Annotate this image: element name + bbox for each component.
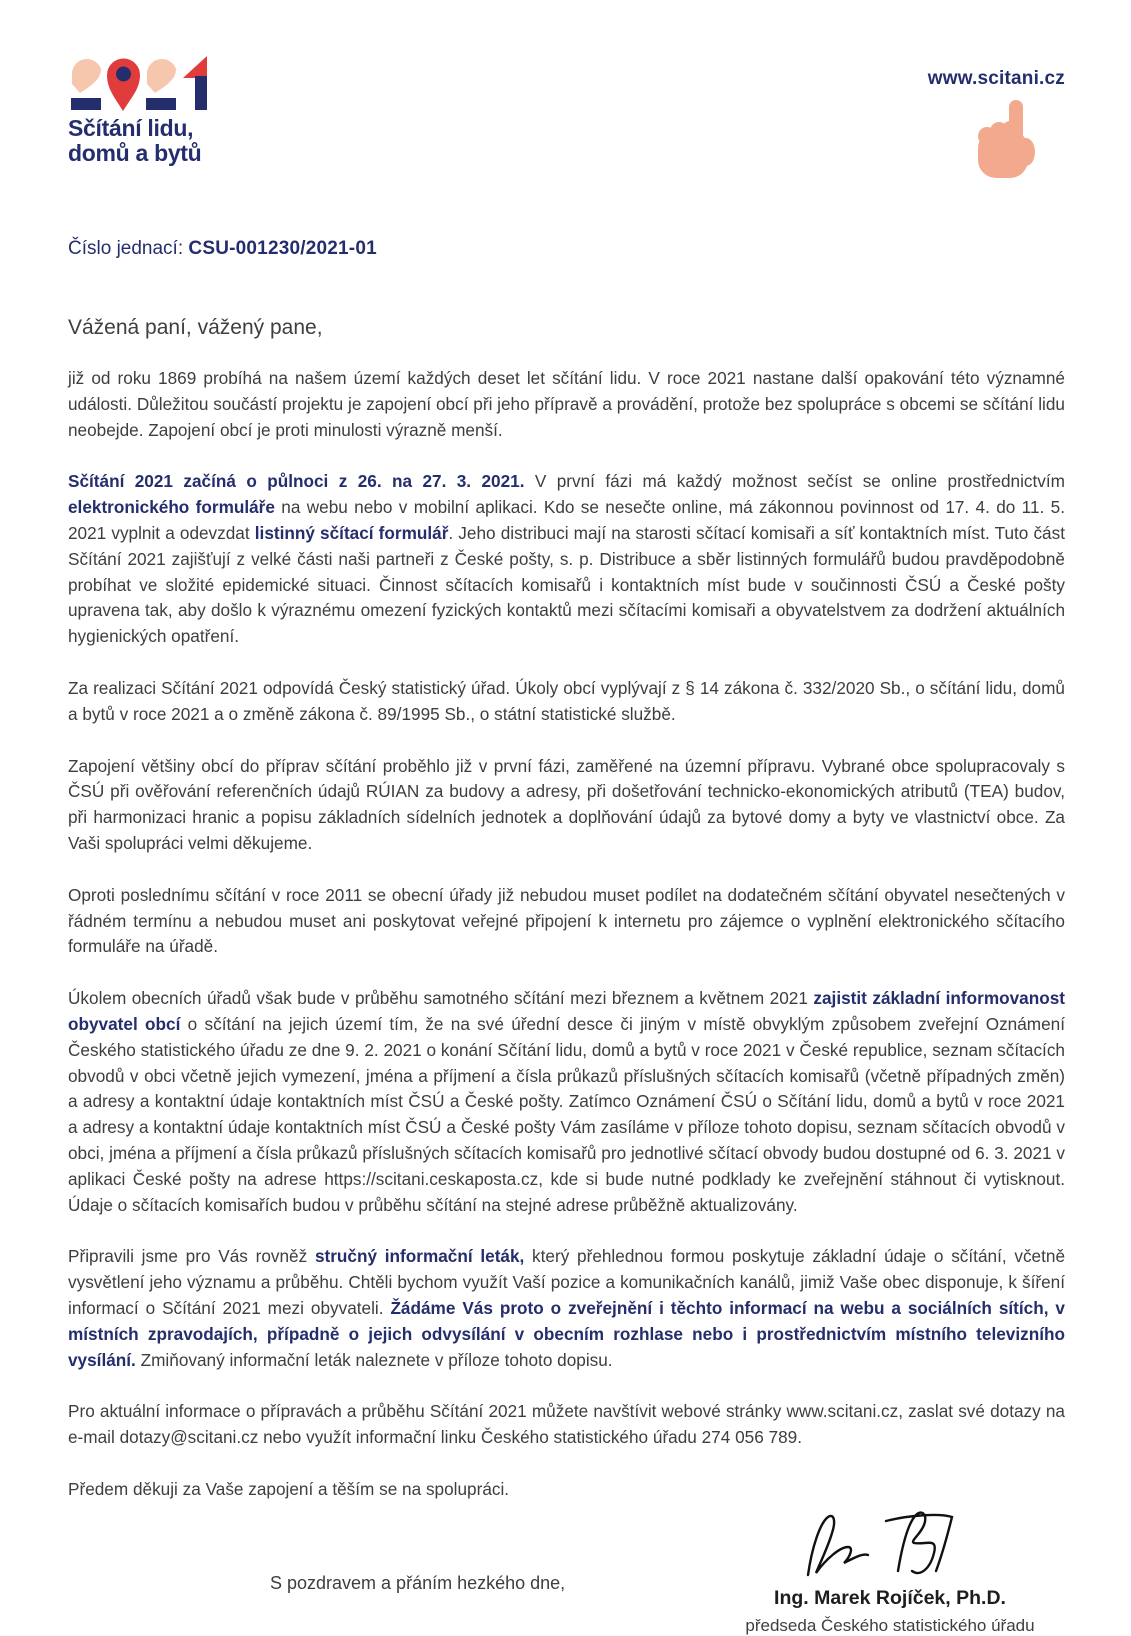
reference-value: CSU-001230/2021-01 — [188, 238, 377, 259]
letter-header — [68, 56, 1065, 184]
paragraph: již od roku 1869 probíhá na našem území každých deset let sčítání lidu. V roce 2021 nastane další opakování této významné události. Důležitou součástí projektu je zapojení obcí při jeho přípravě a provádění, protože bez spolupráce s obcemi se sčítání lidu neobejde. Zapojení obcí je proti minulosti výrazně menší. — [68, 368, 1065, 440]
paragraph: Za realizaci Sčítání 2021 odpovídá Český statistický úřad. Úkoly obcí vyplývají z § 14 zákona č. 332/2020 Sb., o sčítání lidu, domů a bytů v roce 2021 a o změně zákona č. 89/1995 Sb., o státní statistické službě. — [68, 677, 1065, 724]
signature-block — [725, 1507, 1065, 1636]
signer-name: Ing. Marek Rojíček, Ph.D. — [774, 1586, 1006, 1609]
handwritten-signature-icon — [790, 1507, 990, 1585]
paragraph: Zapojení většiny obcí do příprav sčítání proběhlo již v první fázi, zaměřené na územní přípravu. Vybrané obce spolupracovaly s ČSÚ při ověřování referenčních údajů RÚIAN za budovy a adresy, při došetřování technicko-ekonomických atributů (TEA) budov, při harmonizaci hranic a popisu základních sídelních jednotek a doplňování údajů za bytové domy a byty ve vlastnictví obce. Za Vaši spolupráci velmi děkujeme. — [68, 755, 1065, 853]
paragraph: Sčítání 2021 začíná o půlnoci z 26. na 27. 3. 2021. V první fázi má každý možnost sečíst se online prostřednictvím elektronického formuláře na webu nebo v mobilní aplikaci. Kdo se nesečte online, má zákonnou povinnost od 17. 4. do 11. 5. 2021 vyplnit a odevzdat listinný sčítací formulář. Jeho distribuci mají na starosti sčítací komisaři a síť kontaktních míst. Tuto část Sčítání 2021 zajišťují z velké části naši partneři z České pošty, s. p. Distribuce a sběr listinných formulářů budou pravděpodobně probíhat ve složité epidemické situaci. Činnost sčítacích komisařů i kontaktních míst bude v součinnosti ČSÚ a České pošty upravena tak, aby došlo k výraznému omezení fyzických kontaktů mezi sčítacími komisaři a obyvatelstvem za dodržení aktuálních hygienických opatření. — [68, 471, 1065, 647]
logo-year-2021-icon — [70, 56, 210, 112]
census-2021-logo — [68, 56, 298, 166]
logo-title-line2: domů a bytů — [68, 140, 202, 166]
reference-label: Číslo jednací: — [68, 238, 189, 259]
signer-title: předseda Českého statistického úřadu — [745, 1615, 1035, 1635]
closing-block — [68, 1507, 1065, 1636]
logo-title-line1: Sčítání lidu, — [68, 115, 194, 141]
paragraph: Úkolem obecních úřadů však bude v průběhu samotného sčítání mezi březnem a květnem 2021 zajistit základní informovanost obyvatel obcí o sčítání na jejich území tím, že na své úřední desce či jiným v místě obvyklým způsobem zveřejní Oznámení Českého statistického úřadu ze dne 9. 2. 2021 o konání Sčítání lidu, domů a bytů v roce 2021 v České republice, seznam sčítacích obvodů v obci včetně jejich vymezení, jména a příjmení a čísla průkazů příslušných sčítacích komisařů (včetně případných změn) a adresy a kontaktní údaje kontaktních míst ČSÚ a České pošty. Zatímco Oznámení ČSÚ o Sčítání lidu, domů a bytů v roce 2021 a adresy a kontaktní údaje kontaktních míst ČSÚ a České pošty Vám zasíláme v příloze tohoto dopisu, seznam sčítacích obvodů v obci, jména a příjmení a čísla průkazů příslušných sčítacích komisařů pro jednotlivé sčítací obvody budou dostupné od 6. 3. 2021 v aplikaci České pošty na adrese https://scitani.ceskaposta.cz, kde si bude nutné podklady ke zveřejnění stáhnout či vytisknout. Údaje o sčítacích komisařích budou v průběhu sčítání na stejné adrese průběžně aktualizovány. — [68, 988, 1065, 1215]
reference-number-line — [68, 238, 1065, 260]
valediction: S pozdravem a přáním hezkého dne, — [270, 1572, 566, 1593]
pointing-hand-icon — [969, 100, 1043, 193]
paragraph: Oproti poslednímu sčítání v roce 2011 se obecní úřady již nebudou muset podílet na dodatečném sčítání obyvatel nesečtených v řádném termínu a nebudou muset ani poskytovat veřejné připojení k internetu pro zájemce o vyplnění elektronického sčítacího formuláře na úřadě. — [68, 884, 1065, 957]
paragraph: Připravili jsme pro Vás rovněž stručný informační leták, který přehlednou formou poskytuje základní údaje o sčítání, včetně vysvětlení jeho významu a průběhu. Chtěli bychom využít Vaší pozice a komunikačních kanálů, jimiž Vaše obec disponuje, k šíření informací o Sčítání 2021 mezi obyvateli. Žádáme Vás proto o zveřejnění i těchto informací na webu a sociálních sítích, v místních zpravodajích, případně o jejich odvysílání v obecním rozhlase nebo i prostřednictvím místního televizního vysílání. Zmiňovaný informační leták naleznete v příloze tohoto dopisu. — [68, 1246, 1066, 1370]
header-right — [928, 56, 1065, 193]
paragraph: Předem děkuji za Vaše zapojení a těším se na spolupráci. — [68, 1478, 510, 1499]
website-url: www.scitani.cz — [927, 68, 1065, 89]
paragraph: Pro aktuální informace o přípravách a průběhu Sčítání 2021 můžete navštívit webové stránky www.scitani.cz, zaslat své dotazy na e-mail dotazy@scitani.cz nebo využít informační linku Českého statistického úřadu 274 056 789. — [68, 1401, 1065, 1448]
logo-title — [68, 116, 298, 166]
salutation: Vážená paní, vážený pane, — [68, 316, 323, 339]
letter-body — [68, 366, 1065, 1503]
